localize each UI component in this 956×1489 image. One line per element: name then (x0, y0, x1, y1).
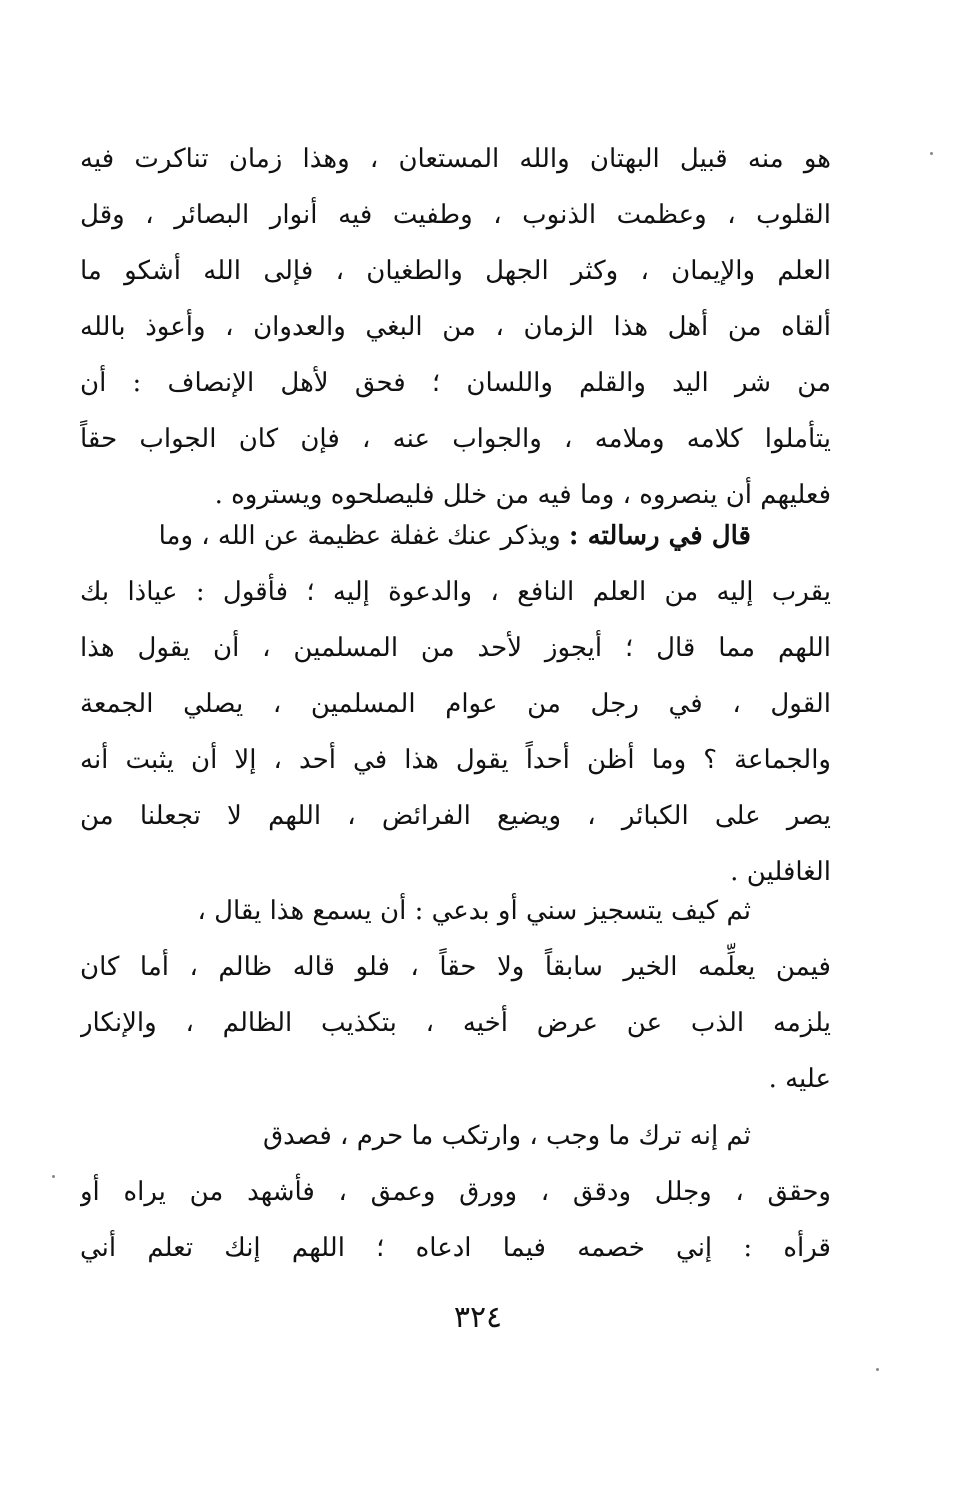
text-line: يصر على الكبائر ، ويضيع الفرائض ، اللهم لا تجعلنا من (80, 801, 831, 831)
text-line: هو منه قبيل البهتان والله المستعان ، وهذا زمان تناكرت فيه (80, 144, 831, 174)
text-line: يتأملوا كلامه وملامه ، والجواب عنه ، فإن كان الجواب حقاً (80, 424, 831, 454)
paragraph-3 (80, 883, 831, 1107)
paragraph-2 (80, 508, 831, 900)
text-line: القول ، في رجل من عوام المسلمين ، يصلي الجمعة (80, 689, 831, 719)
text-line: ألقاه من أهل هذا الزمان ، من البغي والعدوان ، وأعوذ بالله (80, 312, 831, 342)
paragraph-lead-bold: قال في رسالته : (568, 521, 751, 551)
text-line: من شر اليد والقلم واللسان ؛ فحق لأهل الإنصاف : أن (80, 368, 831, 398)
scan-speck (876, 1368, 879, 1371)
text-line: فعليهم أن ينصروه ، وما فيه من خلل فليصلحوه ويستروه . (214, 480, 831, 510)
text-line: الغافلين . (730, 857, 831, 887)
paragraph-4 (80, 1108, 831, 1276)
text-line: اللهم مما قال ؛ أيجوز لأحد من المسلمين ، أن يقول هذا (80, 633, 831, 663)
text-line: العلم والإيمان ، وكثر الجهل والطغيان ، فإلى الله أشكو ما (80, 256, 831, 286)
scan-speck (930, 152, 933, 155)
text-line: قرأه : إني خصمه فيما ادعاه ؛ اللهم إنك تعلم أني (80, 1233, 831, 1263)
paragraph-1 (80, 131, 831, 523)
text-line: ثم إنه ترك ما وجب ، وارتكب ما حرم ، فصدق (262, 1121, 751, 1151)
text-line (80, 508, 831, 564)
text-line: والجماعة ؟ وما أظن أحداً يقول هذا في أحد ، إلا أن يثبت أنه (80, 745, 831, 775)
text-line: ثم كيف يتسجيز سني أو بدعي : أن يسمع هذا يقال ، (197, 896, 751, 926)
page-number: ٣٢٤ (453, 1300, 503, 1335)
text-line: يلزمه الذب عن عرض أخيه ، بتكذيب الظالم ، والإنكار (80, 1008, 831, 1038)
text-line: القلوب ، وعظمت الذنوب ، وطفيت فيه أنوار البصائر ، وقل (80, 200, 831, 230)
text-line: يقرب إليه من العلم النافع ، والدعوة إليه ؛ فأقول : عياذا بك (80, 577, 831, 607)
text-line: عليه . (768, 1064, 831, 1094)
paragraph-lead-rest: ويذكر عنك غفلة عظيمة عن الله ، وما (158, 521, 561, 551)
text-line: فيمن يعلِّمه الخير سابقاً ولا حقاً ، فلو قاله ظالم ، أما كان (80, 952, 831, 982)
scan-speck (52, 1175, 55, 1178)
text-line: وحقق ، وجلل ودقق ، وورق وعمق ، فأشهد من يراه أو (80, 1177, 831, 1207)
